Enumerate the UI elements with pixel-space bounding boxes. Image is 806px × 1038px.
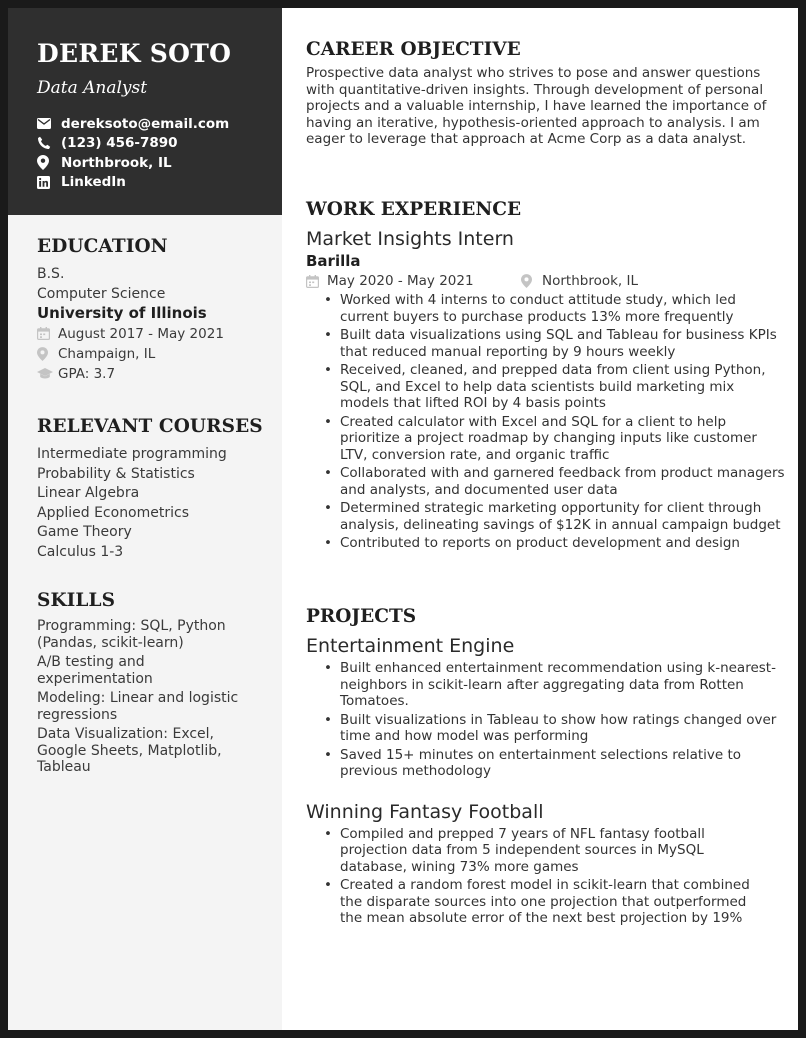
sidebar [8,8,282,1030]
education-gpa: GPA: 3.7 [58,365,116,382]
location-text: Northbrook, IL [61,154,172,171]
contact-phone[interactable] [37,134,282,154]
objective-text: Prospective data analyst who strives to pose and answer questions with quantitative-driven insights. Through development of personal projects and a valuable internship, I have learned the importance of having an iterative, hypothesis-oriented approach to analysis. I am eager to leverage that approach at Acme Corp as a data analyst. [306,65,767,147]
candidate-name: DEREK SOTO [37,39,232,68]
projects-section [306,604,786,929]
education-field: Computer Science [37,285,166,302]
skill-item: Data Visualization: Excel, Google Sheets, Matplotlib, Tableau [37,726,222,775]
course-item: Game Theory [37,524,132,540]
candidate-role: Data Analyst [37,78,148,98]
project-title: Winning Fantasy Football [306,800,544,823]
education-title: EDUCATION [37,236,168,257]
list-item: • Created a random forest model in scikit-learn that combined the disparate sources into one projection that outperformed the mean absolute error of the next best projection by 19% [324,877,764,927]
contact-list [37,114,282,192]
skill-item: A/B testing and experimentation [37,654,153,687]
location-icon [37,347,58,361]
job-meta-row [306,271,786,291]
company-name: Barilla [306,252,361,270]
projects-title: PROJECTS [306,606,417,627]
calendar-icon [306,275,327,288]
education-location: Champaign, IL [58,345,156,362]
list-item: • Created calculator with Excel and SQL for a client to help prioritize a project roadmap by changing inputs like customer LTV, conversion rate, and organic traffic [324,414,786,464]
list-item: • Built enhanced entertainment recommendation using k-nearest-neighbors in scikit-learn after aggregating data from Rotten Tomatoes. [324,660,786,710]
skills-title: SKILLS [37,590,116,611]
education-dates: August 2017 - May 2021 [58,325,224,342]
course-item: Intermediate programming [37,446,227,462]
skill-item: Modeling: Linear and logistic regressions [37,690,239,723]
phone-text[interactable]: (123) 456-7890 [61,135,178,152]
courses-section [37,414,272,562]
location-icon [37,155,61,170]
experience-title: WORK EXPERIENCE [306,199,522,220]
education-dates-row [37,324,272,344]
list-item: • Received, cleaned, and prepped data from client using Python, SQL, and Excel to help data scientists build marketing mix models that lifted ROI by 4 basis points [324,362,786,412]
contact-location [37,153,282,173]
experience-bullets [324,292,786,552]
education-degree: B.S. [37,266,65,282]
list-item: • Determined strategic marketing opportunity for client through analysis, delineating savings of $12K in annual campaign budget [324,500,786,533]
list-item: • Built data visualizations using SQL and Tableau for business KPIs that reduced manual reporting by 9 hours weekly [324,327,786,360]
list-item: • Collaborated with and garnered feedback from product managers and analysts, and documented user data [324,465,786,498]
course-item: Probability & Statistics [37,465,195,482]
phone-icon [37,136,61,150]
job-title: Market Insights Intern [306,228,514,250]
linkedin-text[interactable]: LinkedIn [61,174,126,191]
email-text[interactable]: dereksoto@email.com [61,115,230,132]
list-item: • Saved 15+ minutes on entertainment selections relative to previous methodology [324,747,786,780]
contact-linkedin[interactable] [37,173,282,193]
course-item: Applied Econometrics [37,504,190,521]
graduation-cap-icon [37,368,58,380]
education-gpa-row [37,364,272,384]
objective-section [306,37,786,148]
email-icon [37,118,61,129]
project-title: Entertainment Engine [306,635,515,657]
list-item: • Built visualizations in Tableau to show how ratings changed over time and how model was performing [324,712,786,745]
location-icon [521,274,542,288]
job-dates: May 2020 - May 2021 [327,273,474,289]
experience-section [306,197,786,554]
calendar-icon [37,327,58,340]
courses-title: RELEVANT COURSES [37,416,263,437]
job-location: Northbrook, IL [542,273,639,289]
course-item: Calculus 1-3 [37,543,124,560]
resume-header [8,8,282,215]
education-section [37,234,272,384]
list-item: • Worked with 4 interns to conduct attitude study, which led current buyers to purchase products 13% more frequently [324,292,786,325]
project-bullets [324,660,786,780]
list-item: • Compiled and prepped 7 years of NFL fantasy football projection data from 5 independent sources in MySQL database, wining 73% more games [324,826,764,876]
project-bullets [324,826,764,927]
contact-email[interactable] [37,114,282,134]
education-school: University of Illinois [37,304,207,322]
list-item: • Contributed to reports on product development and design [324,535,786,552]
objective-title: CAREER OBJECTIVE [306,39,521,60]
linkedin-icon [37,176,61,189]
course-item: Linear Algebra [37,485,140,501]
skill-item: Programming: SQL, Python (Pandas, scikit-learn) [37,618,226,651]
resume-page [8,8,798,1030]
skills-section [37,588,257,779]
education-location-row [37,344,272,364]
